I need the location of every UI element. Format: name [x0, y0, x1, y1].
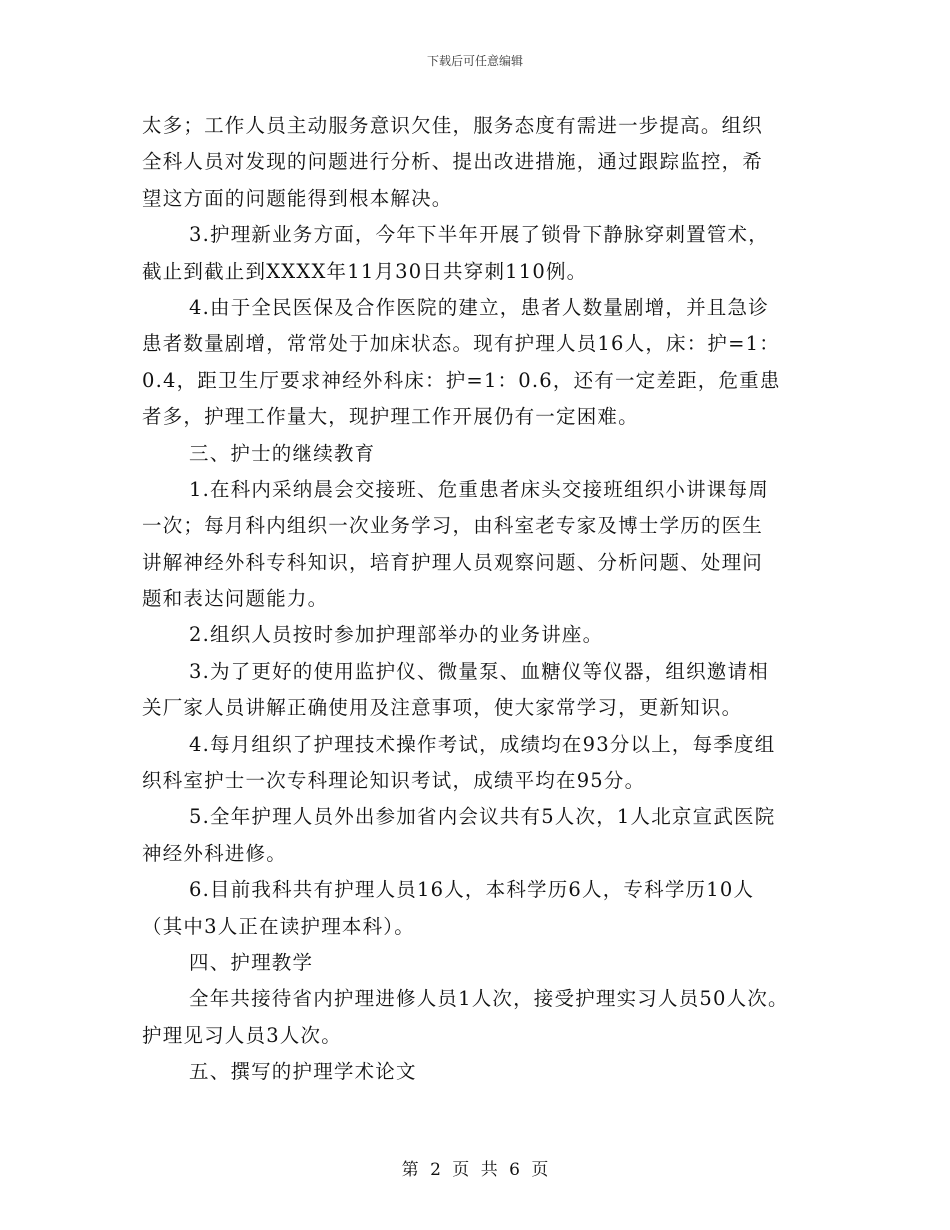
- text-line: 太多；工作人员主动服务意识欠佳，服务态度有需进一步提高。组织: [142, 114, 764, 137]
- text-line: （其中3人正在读护理本科）。: [142, 914, 415, 938]
- text-line: 2.组织人员按时参加护理部举办的业务讲座。: [189, 623, 604, 647]
- text-line: 护理见习人员3人次。: [142, 1023, 342, 1047]
- text-line: 全年共接待省内护理进修人员1人次，接受护理实习人员50人次。: [189, 987, 789, 1011]
- text-line: 神经外科进修。: [142, 841, 287, 865]
- text-line: 五、撰写的护理学术论文: [189, 1060, 417, 1084]
- text-line: 四、护理教学: [189, 950, 314, 974]
- document-body: [142, 108, 814, 1091]
- text-line: 全科人员对发现的问题进行分析、提出改进措施，通过跟踪监控，希: [142, 150, 764, 174]
- text-line: 6.目前我科共有护理人员16人，本科学历6人，专科学历10人: [189, 878, 755, 902]
- text-line: 讲解神经外科专科知识，培育护理人员观察问题、分析问题、处理问: [142, 550, 764, 574]
- text-line: 1.在科内采纳晨会交接班、危重患者床头交接班组织小讲课每周: [189, 477, 769, 501]
- text-line: 3.为了更好的使用监护仪、微量泵、血糖仪等仪器，组织邀请相: [189, 659, 769, 683]
- text-line: 患者数量剧增，常常处于加床状态。现有护理人员16人，床：护=1：: [142, 332, 780, 356]
- text-line: 关厂家人员讲解正确使用及注意事项，使大家常学习，更新知识。: [142, 696, 743, 720]
- text-line: 织科室护士一次专科理论知识考试，成绩平均在95分。: [142, 769, 646, 793]
- text-line: 4.每月组织了护理技术操作考试，成绩均在93分以上，每季度组: [189, 732, 776, 756]
- text-line: 者多，护理工作量大，现护理工作开展仍有一定困难。: [142, 405, 639, 429]
- text-line: 望这方面的问题能得到根本解决。: [142, 186, 453, 210]
- page-header: 下载后可任意编辑: [426, 54, 523, 68]
- page-footer: 第 2 页 共 6 页: [401, 1160, 549, 1180]
- text-line: 5.全年护理人员外出参加省内会议共有5人次，1人北京宣武医院: [189, 805, 776, 829]
- text-line: 0.4，距卫生厅要求神经外科床：护=1：0.6，还有一定差距，危重患: [142, 368, 781, 392]
- text-line: 一次；每月科内组织一次业务学习，由科室老专家及博士学历的医生: [142, 514, 764, 538]
- text-line: 截止到截止到XXXX年11月30日共穿刺110例。: [142, 259, 588, 283]
- text-line: 4.由于全民医保及合作医院的建立，患者人数量剧增，并且急诊: [189, 295, 769, 319]
- text-line: 题和表达问题能力。: [142, 587, 329, 611]
- text-line: 三、护士的继续教育: [189, 441, 376, 465]
- text-line: 3.护理新业务方面，今年下半年开展了锁骨下静脉穿刺置管术，: [189, 223, 769, 247]
